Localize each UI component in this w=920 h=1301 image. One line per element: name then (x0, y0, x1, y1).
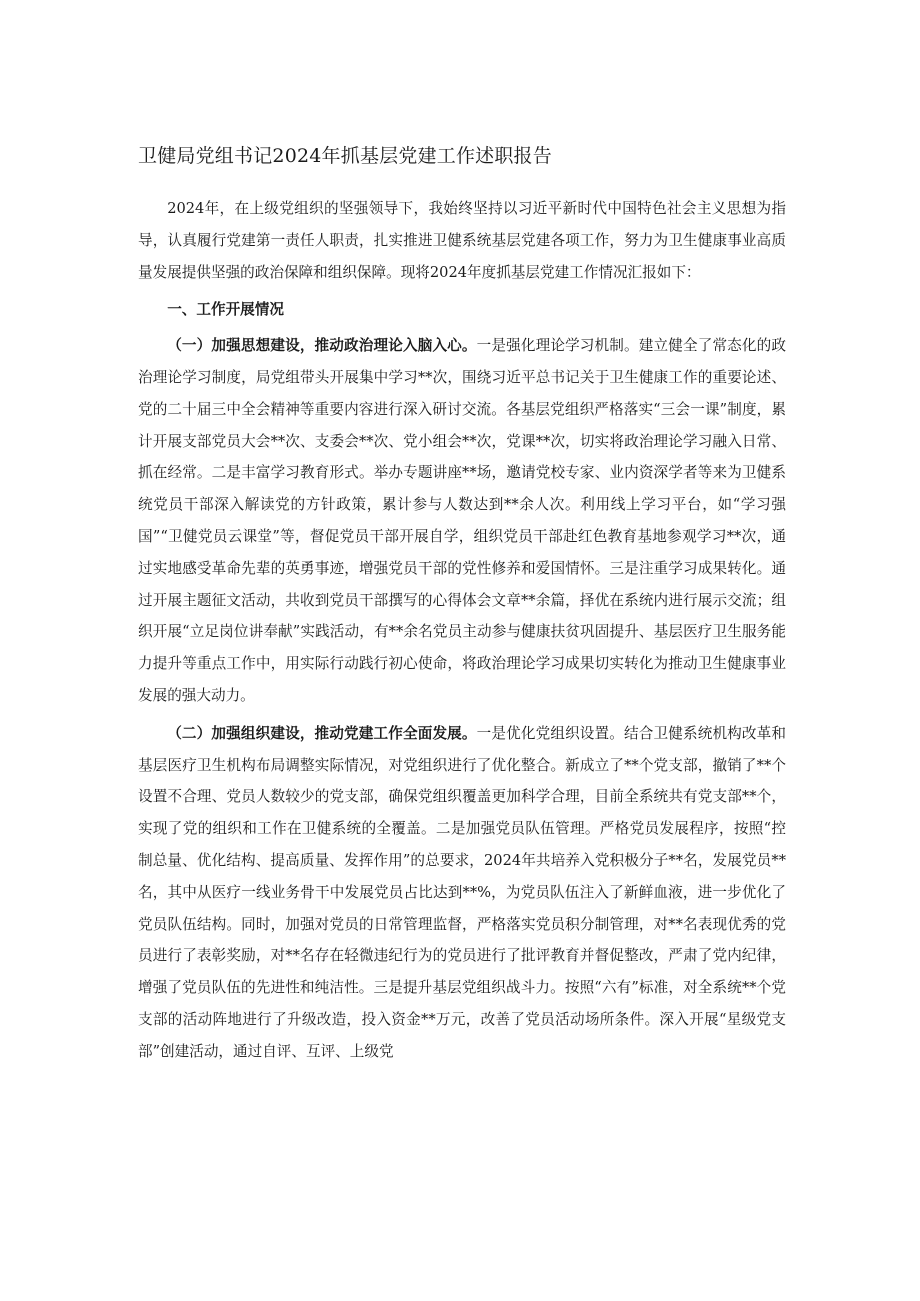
section-1-paragraph (138, 330, 786, 712)
section-2-lead: （二）加强组织建设，推动党建工作全面发展。 (167, 724, 477, 742)
document-title: 卫健局党组书记2024年抓基层党建工作述职报告 (138, 145, 552, 167)
section-2-paragraph (138, 718, 786, 1068)
intro-paragraph: 2024年，在上级党组织的坚强领导下，我始终坚持以习近平新时代中国特色社会主义思想为指导，认真履行党建第一责任人职责，扎实推进卫健系统基层党建各项工作，努力为卫生健康事业高质量发展提供坚强的政治保障和组织保障。现将2024年度抓基层党建工作情况汇报如下： (138, 200, 786, 281)
document-page (138, 143, 786, 1074)
section-heading: 一、工作开展情况 (167, 301, 284, 319)
section-1-body: 一是强化理论学习机制。建立健全了常态化的政治理论学习制度，局党组带头开展集中学习**次，围绕习近平总书记关于卫生健康工作的重要论述、党的二十届三中全会精神等重要内容进行深入研讨交流。各基层党组织严格落实“三会一课”制度，累计开展支部党员大会**次、支委会**次、党小组会**次，党课**次，切实将政治理论学习融入日常、抓在经常。二是丰富学习教育形式。举办专题讲座**场，邀请党校专家、业内资深学者等来为卫健系统党员干部深入解读党的方针政策，累计参与人数达到**余人次。利用线上学习平台，如“学习强国”“卫健党员云课堂”等，督促党员干部开展自学，组织党员干部赴红色教育基地参观学习**次，通过实地感受革命先辈的英勇事迹，增强党员干部的党性修养和爱国情怀。三是注重学习成果转化。通过开展主题征文活动，共收到党员干部撰写的心得体会文章**余篇，择优在系统内进行展示交流；组织开展“立足岗位讲奉献”实践活动，有**余名党员主动参与健康扶贫巩固提升、基层医疗卫生服务能力提升等重点工作中，用实际行动践行初心使命，将政治理论学习成果切实转化为推动卫生健康事业发展的强大动力。 (138, 337, 786, 704)
section-1-lead: （一）加强思想建设，推动政治理论入脑入心。 (167, 337, 477, 355)
section-2-body: 一是优化党组织设置。结合卫健系统机构改革和基层医疗卫生机构布局调整实际情况，对党组织进行了优化整合。新成立了**个党支部，撤销了**个设置不合理、党员人数较少的党支部，确保党组织覆盖更加科学合理，目前全系统共有党支部**个，实现了党的组织和工作在卫健系统的全覆盖。二是加强党员队伍管理。严格党员发展程序，按照“控制总量、优化结构、提高质量、发挥作用”的总要求，2024年共培养入党积极分子**名，发展党员**名，其中从医疗一线业务骨干中发展党员占比达到**%，为党员队伍注入了新鲜血液，进一步优化了党员队伍结构。同时，加强对党员的日常管理监督，严格落实党员积分制管理，对**名表现优秀的党员进行了表彰奖励，对**名存在轻微违纪行为的党员进行了批评教育并督促整改，严肃了党内纪律，增强了党员队伍的先进性和纯洁性。三是提升基层党组织战斗力。按照“六有”标准，对全系统**个党支部的活动阵地进行了升级改造，投入资金**万元，改善了党员活动场所条件。深入开展“星级党支部”创建活动，通过自评、互评、上级党 (138, 724, 786, 1060)
